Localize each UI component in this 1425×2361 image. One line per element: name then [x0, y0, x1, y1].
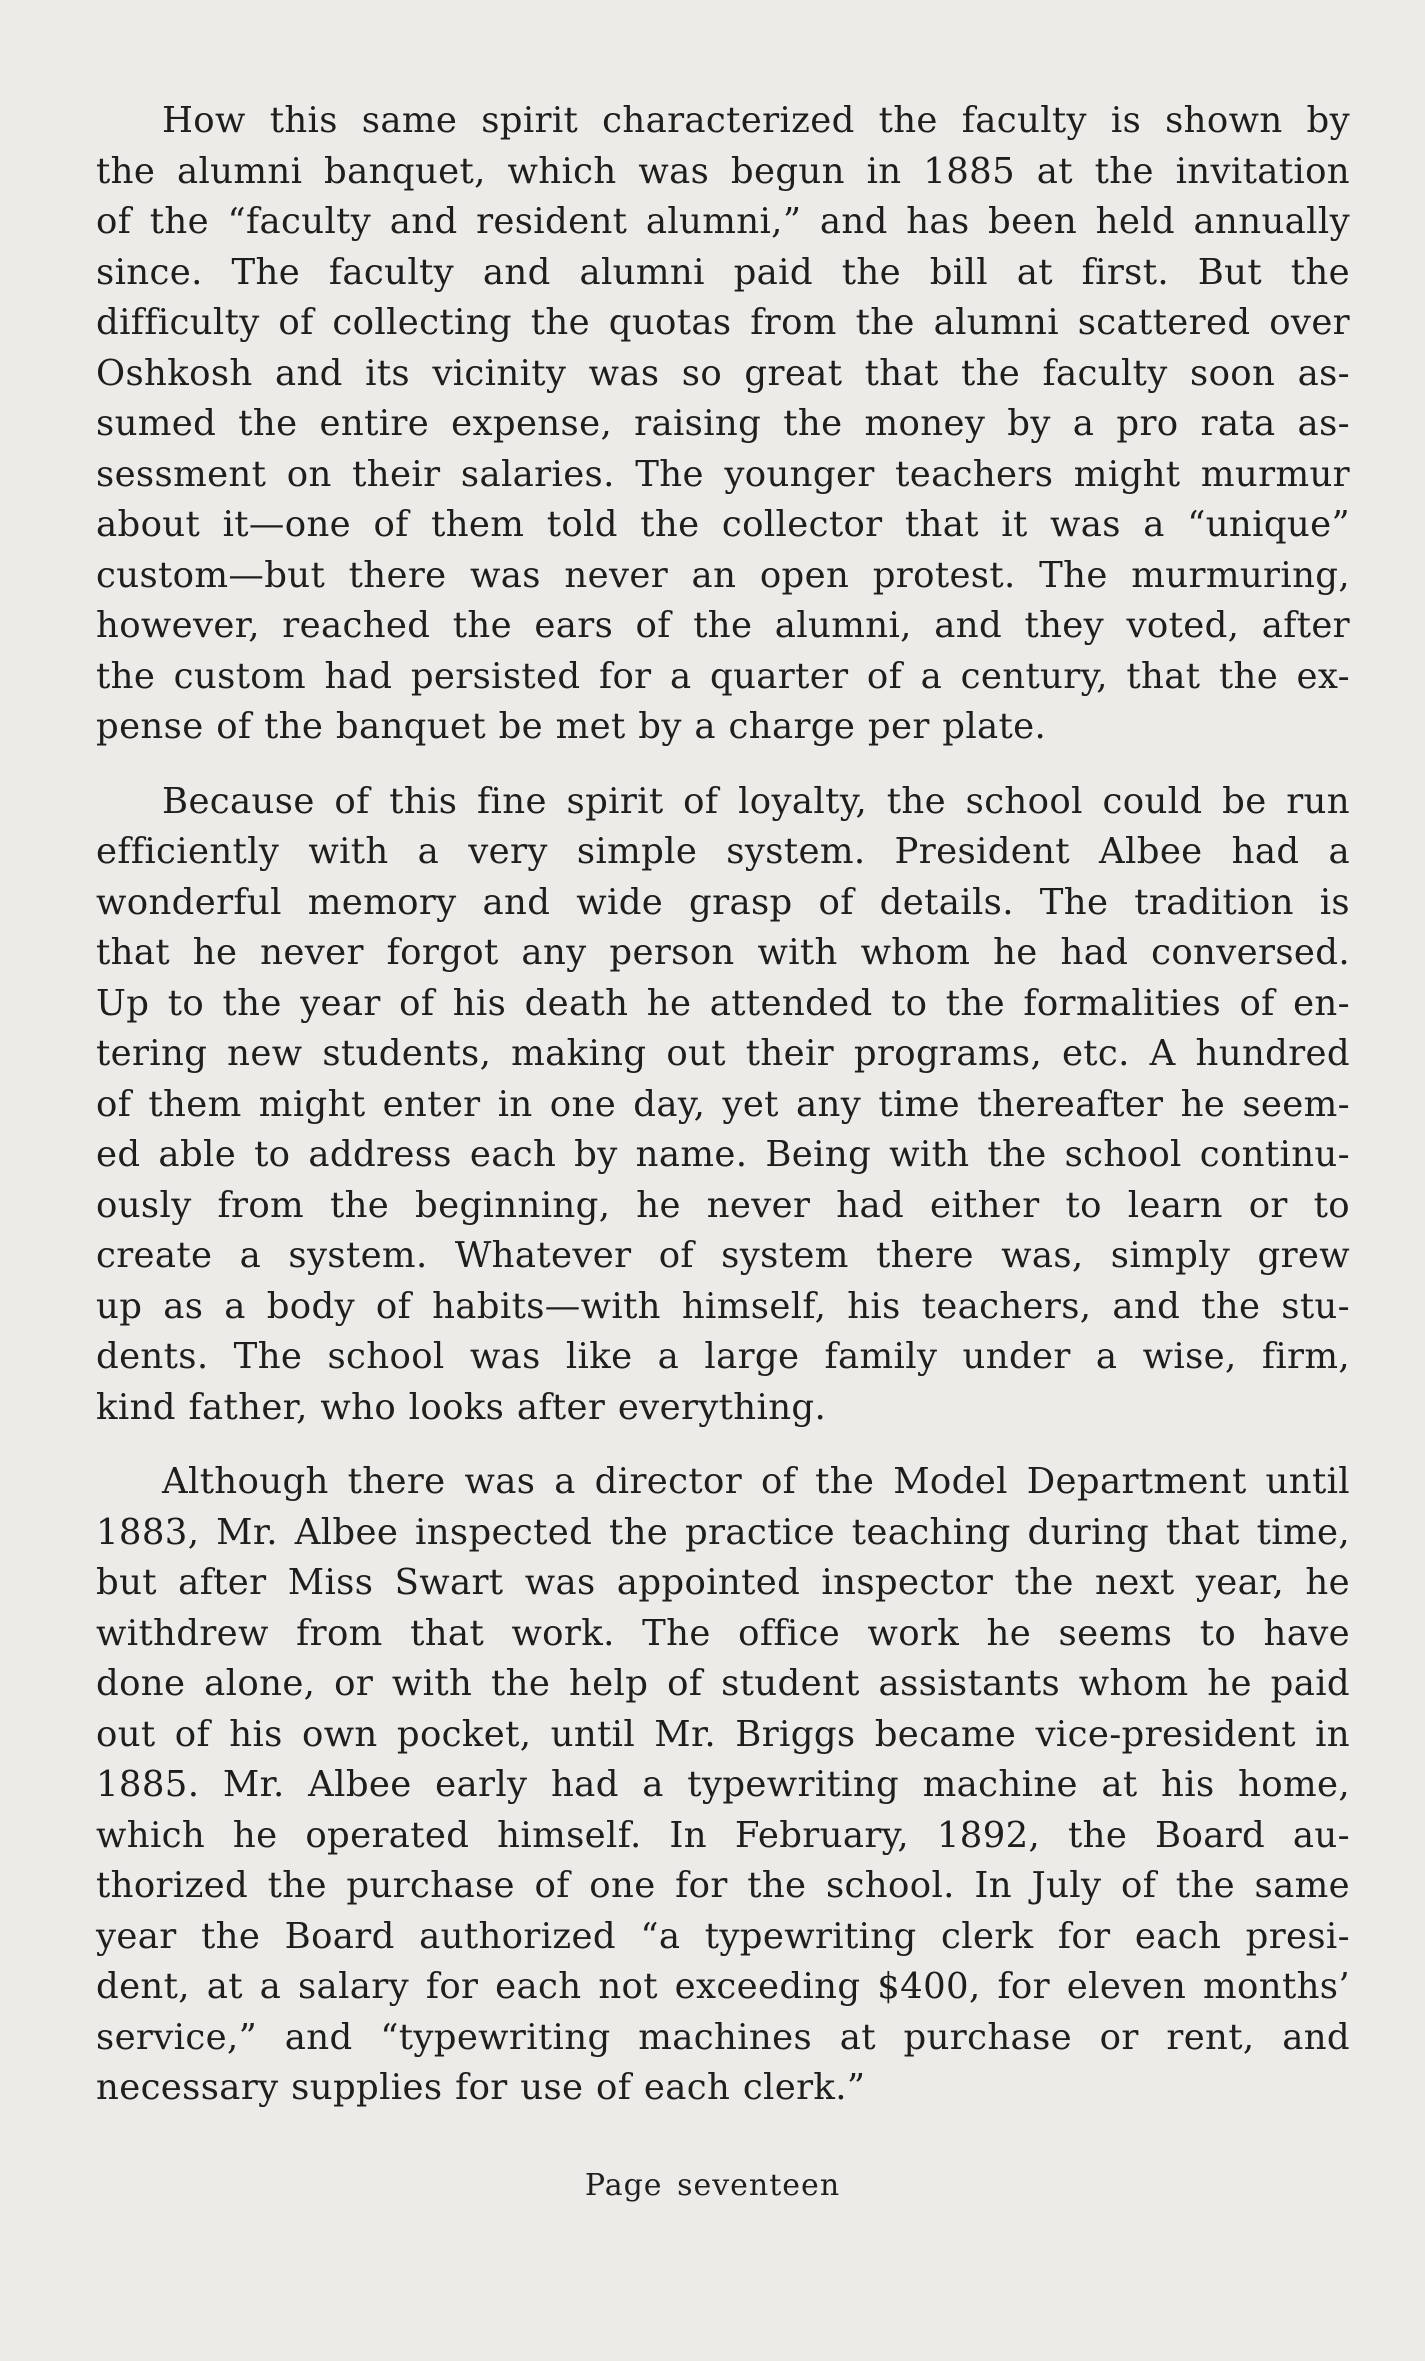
text-line: efficiently with a very simple system. President Albee had a — [96, 831, 1350, 872]
text-line: sumed the entire expense, raising the money by a pro rata as- — [96, 403, 1350, 444]
text-line: that he never forgot any person with whom he had conversed. — [96, 932, 1350, 973]
paragraph-3 — [96, 1457, 1350, 2114]
text-line: year the Board authorized “a typewriting clerk for each presi- — [96, 1915, 1350, 1957]
text-line: difficulty of collecting the quotas from the alumni scattered over — [96, 302, 1350, 343]
page-number: Page seventeen — [584, 2168, 841, 2203]
text-line: 1885. Mr. Albee early had a typewriting machine at his home, — [96, 1764, 1350, 1805]
text-line: ously from the beginning, he never had either to learn or to — [96, 1184, 1350, 1226]
text-line: done alone, or with the help of student assistants whom he paid — [96, 1663, 1350, 1704]
text-line: create a system. Whatever of system there was, simply grew — [96, 1235, 1350, 1276]
text-line: the alumni banquet, which was begun in 1885 at the invitation — [96, 150, 1350, 192]
text-line: Although there was a director of the Model Department until — [162, 1461, 1350, 1502]
text-line: about it—one of them told the collector that it was a “unique” — [96, 504, 1350, 545]
text-line: 1883, Mr. Albee inspected the practice teaching during that time, — [96, 1511, 1350, 1553]
text-line: up as a body of habits—with himself, his teachers, and the stu- — [96, 1285, 1350, 1327]
text-line: of the “faculty and resident alumni,” and has been held annually — [96, 201, 1350, 242]
text-line: wonderful memory and wide grasp of details. The tradition is — [96, 881, 1350, 923]
text-line: ed able to address each by name. Being with the school continu- — [96, 1134, 1350, 1175]
text-line: the custom had persisted for a quarter of a century, that the ex- — [96, 655, 1350, 697]
text-line: out of his own pocket, until Mr. Briggs became vice-president in — [96, 1713, 1350, 1755]
paragraph-1 — [96, 96, 1350, 753]
text-line: sessment on their salaries. The younger teachers might murmur — [96, 453, 1350, 495]
text-line: Up to the year of his death he attended to the formalities of en- — [96, 982, 1350, 1024]
text-line: service,” and “typewriting machines at purchase or rent, and — [96, 2016, 1350, 2058]
paragraph-2 — [96, 777, 1350, 1434]
text-line: but after Miss Swart was appointed inspector the next year, he — [96, 1562, 1350, 1603]
body-text — [96, 96, 1350, 2114]
text-line: Because of this fine spirit of loyalty, the school could be run — [162, 780, 1350, 822]
text-line: custom—but there was never an open protest. The murmuring, — [96, 554, 1350, 596]
text-line: dents. The school was like a large family under a wise, firm, — [96, 1336, 1350, 1377]
text-line: dent, at a salary for each not exceeding $400, for eleven months’ — [96, 1966, 1350, 2007]
text-line: of them might enter in one day, yet any time thereafter he seem- — [96, 1083, 1350, 1125]
text-line: necessary supplies for use of each clerk.” — [96, 2067, 866, 2108]
text-line: How this same spirit characterized the faculty is shown by — [162, 100, 1350, 141]
text-line: since. The faculty and alumni paid the bill at first. But the — [96, 251, 1350, 293]
text-line: however, reached the ears of the alumni, and they voted, after — [96, 605, 1350, 646]
text-line: pense of the banquet be met by a charge per plate. — [96, 706, 1047, 747]
text-line: Oshkosh and its vicinity was so great that the faculty soon as- — [96, 352, 1350, 394]
text-line: which he operated himself. In February, 1892, the Board au- — [96, 1814, 1350, 1856]
text-line: thorized the purchase of one for the school. In July of the same — [96, 1865, 1350, 1906]
text-line: tering new students, making out their programs, etc. A hundred — [96, 1033, 1350, 1074]
text-line: kind father, who looks after everything. — [96, 1386, 827, 1428]
text-line: withdrew from that work. The office work he seems to have — [96, 1612, 1350, 1654]
